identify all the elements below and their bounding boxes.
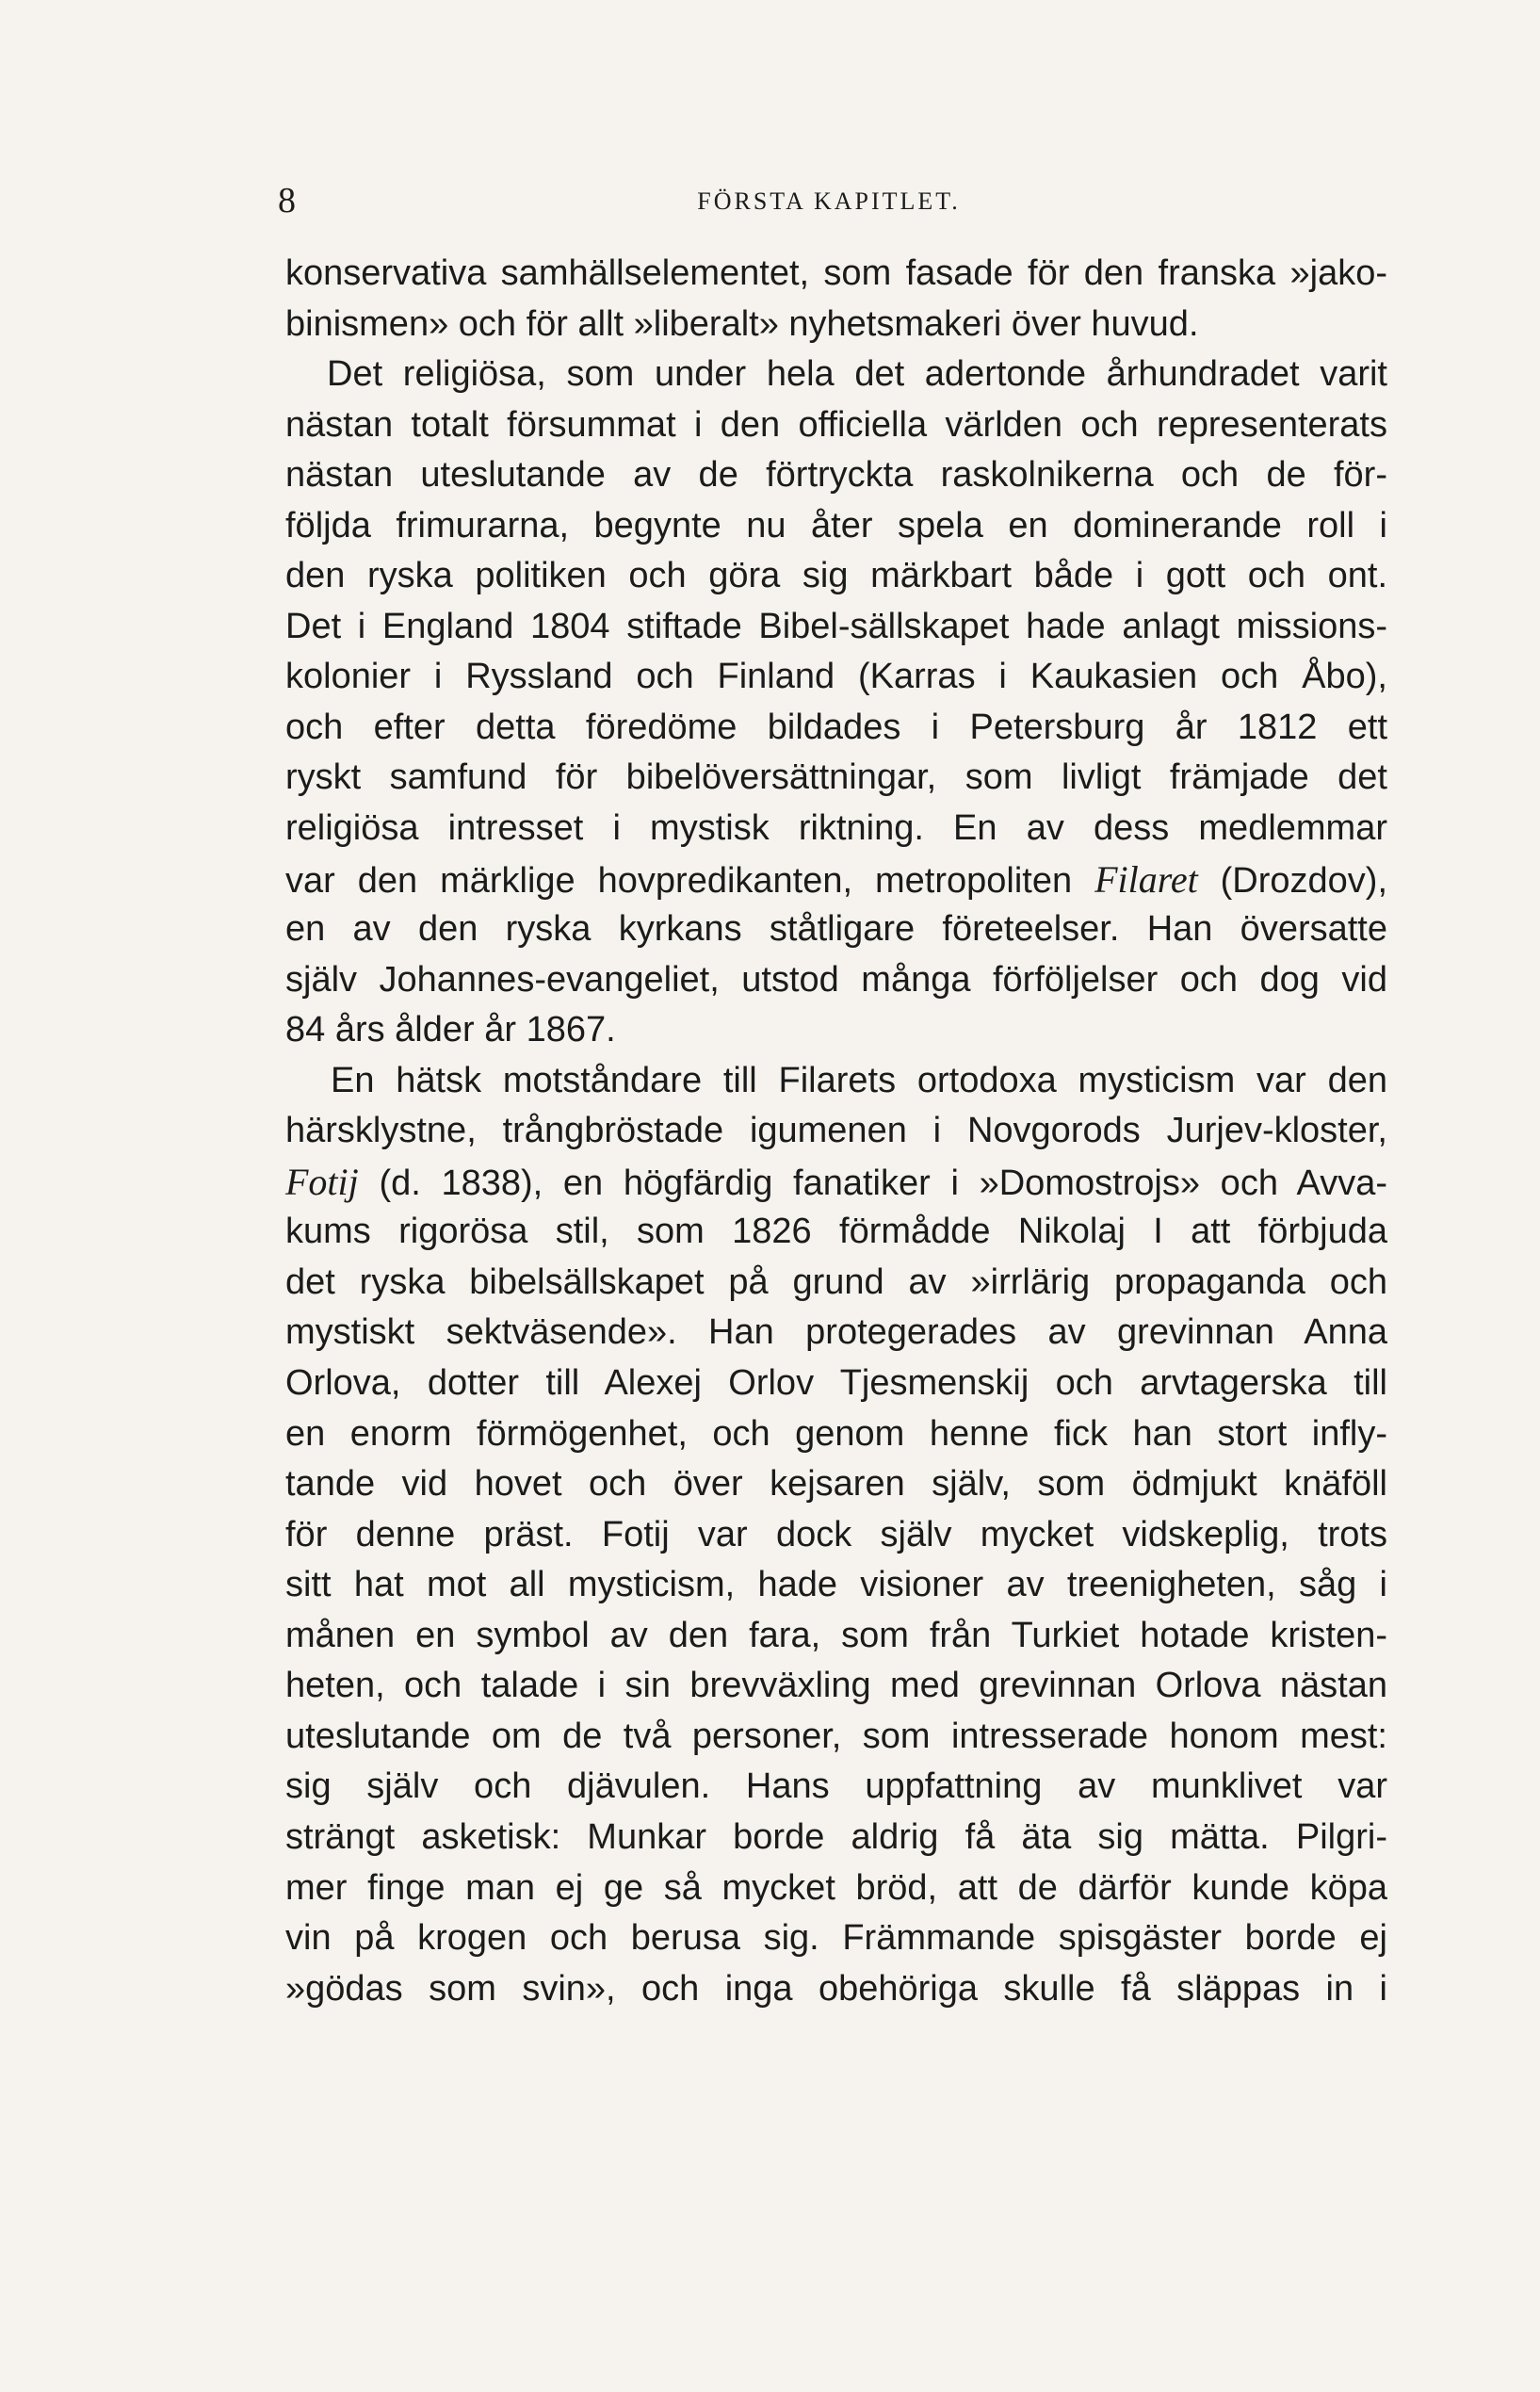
text-line: Orlova, dotter till Alexej Orlov Tjesmenskij och arvtagerska till xyxy=(285,1363,1387,1404)
page-header xyxy=(278,177,1380,224)
text-line: mer finge man ej ge så mycket bröd, att de därför kunde köpa xyxy=(285,1867,1387,1908)
text-line: 84 års ålder år 1867. xyxy=(285,1010,616,1050)
body-text xyxy=(285,249,1387,2014)
text-line: ryskt samfund för bibelöversättningar, som livligt främjade det xyxy=(285,757,1387,798)
text-line: religiösa intresset i mystisk riktning. En av dess medlemmar xyxy=(285,808,1387,849)
text-line: nästan uteslutande av de förtryckta raskolnikerna och de för- xyxy=(285,455,1387,496)
text-line: följda frimurarna, begynte nu åter spela en dominerande roll i xyxy=(285,505,1387,545)
text-line xyxy=(285,854,1387,905)
text-line: en enorm förmögenhet, och genom henne fick han stort infly- xyxy=(285,1413,1387,1454)
text-line: själv Johannes-evangeliet, utstod många förföljelser och dog vid xyxy=(285,959,1387,1000)
page-number: 8 xyxy=(278,181,296,220)
paragraph-start-line: En hätsk motståndare till Filarets ortodoxa mysticism var den xyxy=(331,1060,1387,1100)
text-line: nästan totalt försummat i den officiella världen och representerats xyxy=(285,404,1387,445)
text-line: strängt asketisk: Munkar borde aldrig få äta sig mätta. Pilgri- xyxy=(285,1816,1387,1857)
text-line: härsklystne, trångbröstade igumenen i Novgorods Jurjev-kloster, xyxy=(285,1111,1387,1151)
person-name-filaret: Filaret xyxy=(1094,857,1198,901)
text-line: »gödas som svin», och inga obehöriga skulle få släppas in i xyxy=(285,1968,1387,2009)
text-line: kolonier i Ryssland och Finland (Karras i Kaukasien och Åbo), xyxy=(285,657,1387,697)
text-line: binismen» och för allt »liberalt» nyhetsmakeri över huvud. xyxy=(285,303,1199,344)
text-line: Det i England 1804 stiftade Bibel-sällskapet hade anlagt missions- xyxy=(285,606,1387,646)
running-head: FÖRSTA KAPITLET. xyxy=(697,187,961,215)
text-line: för denne präst. Fotij var dock själv mycket vidskeplig, trots xyxy=(285,1514,1387,1554)
text-line: och efter detta föredöme bildades i Petersburg år 1812 ett xyxy=(285,707,1387,747)
text-line: tande vid hovet och över kejsaren själv, som ödmjukt knäföll xyxy=(285,1464,1387,1505)
text-line: kums rigorösa stil, som 1826 förmådde Nikolaj I att förbjuda xyxy=(285,1212,1387,1252)
text-line: uteslutande om de två personer, som intresserade honom mest: xyxy=(285,1716,1387,1756)
text-fragment: (d. 1838), en högfärdig fanatiker i »Domostrojs» och Avva- xyxy=(358,1163,1387,1203)
text-line: konservativa samhällselementet, som fasade för den franska »jako- xyxy=(285,253,1387,293)
text-line: sig själv och djävulen. Hans uppfattning av munklivet var xyxy=(285,1766,1387,1807)
text-line: vin på krogen och berusa sig. Främmande spisgäster borde ej xyxy=(285,1918,1387,1959)
text-line: den ryska politiken och göra sig märkbart både i gott och ont. xyxy=(285,556,1387,596)
person-name-fotij: Fotij xyxy=(285,1160,359,1203)
text-line: en av den ryska kyrkans ståtligare företeelser. Han översatte xyxy=(285,909,1387,950)
text-line: heten, och talade i sin brevväxling med grevinnan Orlova nästan xyxy=(285,1666,1387,1706)
text-line: det ryska bibelsällskapet på grund av »irrlärig propaganda och xyxy=(285,1261,1387,1302)
text-line xyxy=(285,1157,1387,1208)
text-line: månen en symbol av den fara, som från Turkiet hotade kristen- xyxy=(285,1615,1387,1655)
text-line: sitt hat mot all mysticism, hade visioner av treenigheten, såg i xyxy=(285,1565,1387,1605)
paragraph-start-line: Det religiösa, som under hela det adertonde århundradet varit xyxy=(327,354,1387,395)
text-line: mystiskt sektväsende». Han protegerades av grevinnan Anna xyxy=(285,1312,1387,1353)
text-fragment: (Drozdov), xyxy=(1197,860,1388,901)
text-fragment: var den märklige hovpredikanten, metropoliten xyxy=(285,860,1095,901)
